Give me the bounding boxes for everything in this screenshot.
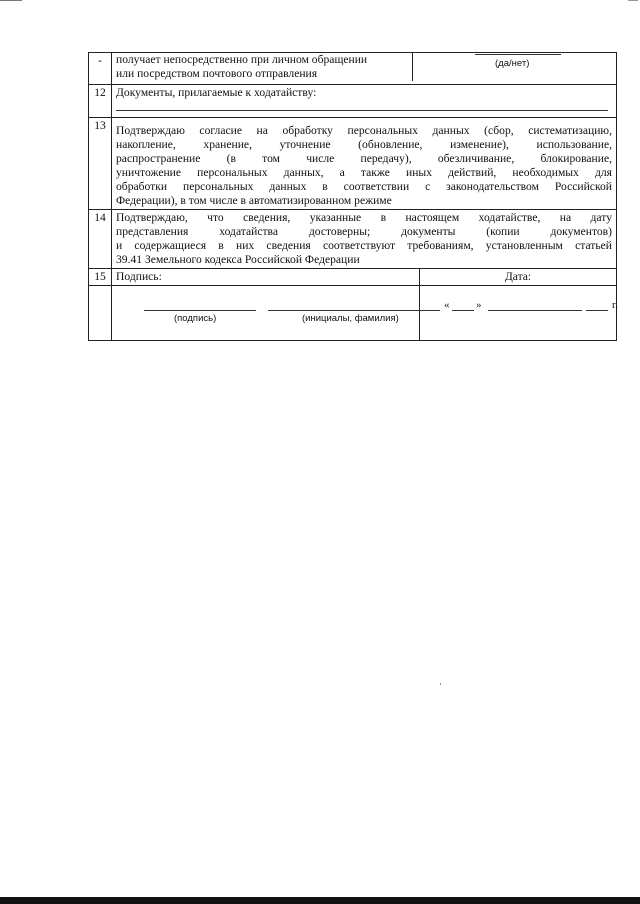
scan-artifact — [0, 0, 22, 1]
signature-field[interactable] — [144, 310, 256, 311]
day-field[interactable] — [452, 310, 474, 311]
scan-artifact — [628, 0, 638, 1]
answer-hint: (да/нет) — [495, 58, 530, 69]
month-field[interactable] — [488, 310, 582, 311]
row-number: 14 — [89, 210, 112, 269]
date-label: Дата: — [420, 269, 617, 286]
quote-open: « — [444, 299, 450, 311]
confirmation-text: Подтверждаю, что сведения, указанные в настоящем ходатайстве, на дату представления ходатайства достоверны; документы (копии документов) и содержащиеся в них сведения соответствуют требованиям, установленным статьей 39.41 Земельного кодекса Российской Федерации — [112, 210, 617, 269]
row-number: 13 — [89, 118, 112, 210]
receipt-text-line: или посредством почтового отправления — [116, 67, 318, 80]
table-row — [89, 85, 617, 118]
row-number: - — [89, 53, 112, 85]
row-number: 12 — [89, 85, 112, 118]
year-field[interactable] — [586, 310, 608, 311]
signature-hint: (подпись) — [174, 313, 217, 324]
consent-text: Подтверждаю согласие на обработку персональных данных (сбор, систематизацию, накопление, хранение, уточнение (обновление, изменение), использование, распространение (в том числе передачу), обезличивание, блокирование, уничтожение персональных данных, а также иных действий, необходимых для обработки персональных данных в соответствии с законодательством Российской Федерации), в том числе в автоматизированном режиме — [112, 118, 617, 210]
receipt-answer-field[interactable] — [413, 53, 616, 81]
table-row — [89, 269, 617, 286]
name-hint: (инициалы, фамилия) — [302, 313, 399, 324]
table-row — [89, 210, 617, 269]
scan-artifact — [0, 897, 640, 904]
name-field[interactable] — [268, 310, 440, 311]
scan-artifact — [440, 683, 441, 685]
signature-label: Подпись: — [112, 269, 420, 286]
table-row — [89, 286, 617, 341]
table-row — [89, 118, 617, 210]
signature-cell — [112, 286, 420, 341]
attached-documents-label: Документы, прилагаемые к ходатайству: — [116, 86, 317, 99]
receipt-text-line: получает непосредственно при личном обращении — [116, 53, 368, 66]
application-form-table — [88, 52, 617, 341]
year-suffix: г. — [612, 299, 619, 311]
table-row — [89, 53, 617, 85]
date-cell — [420, 286, 617, 341]
row-number: 15 — [89, 269, 112, 286]
attached-documents-field[interactable] — [116, 102, 608, 111]
quote-close: » — [476, 299, 482, 311]
